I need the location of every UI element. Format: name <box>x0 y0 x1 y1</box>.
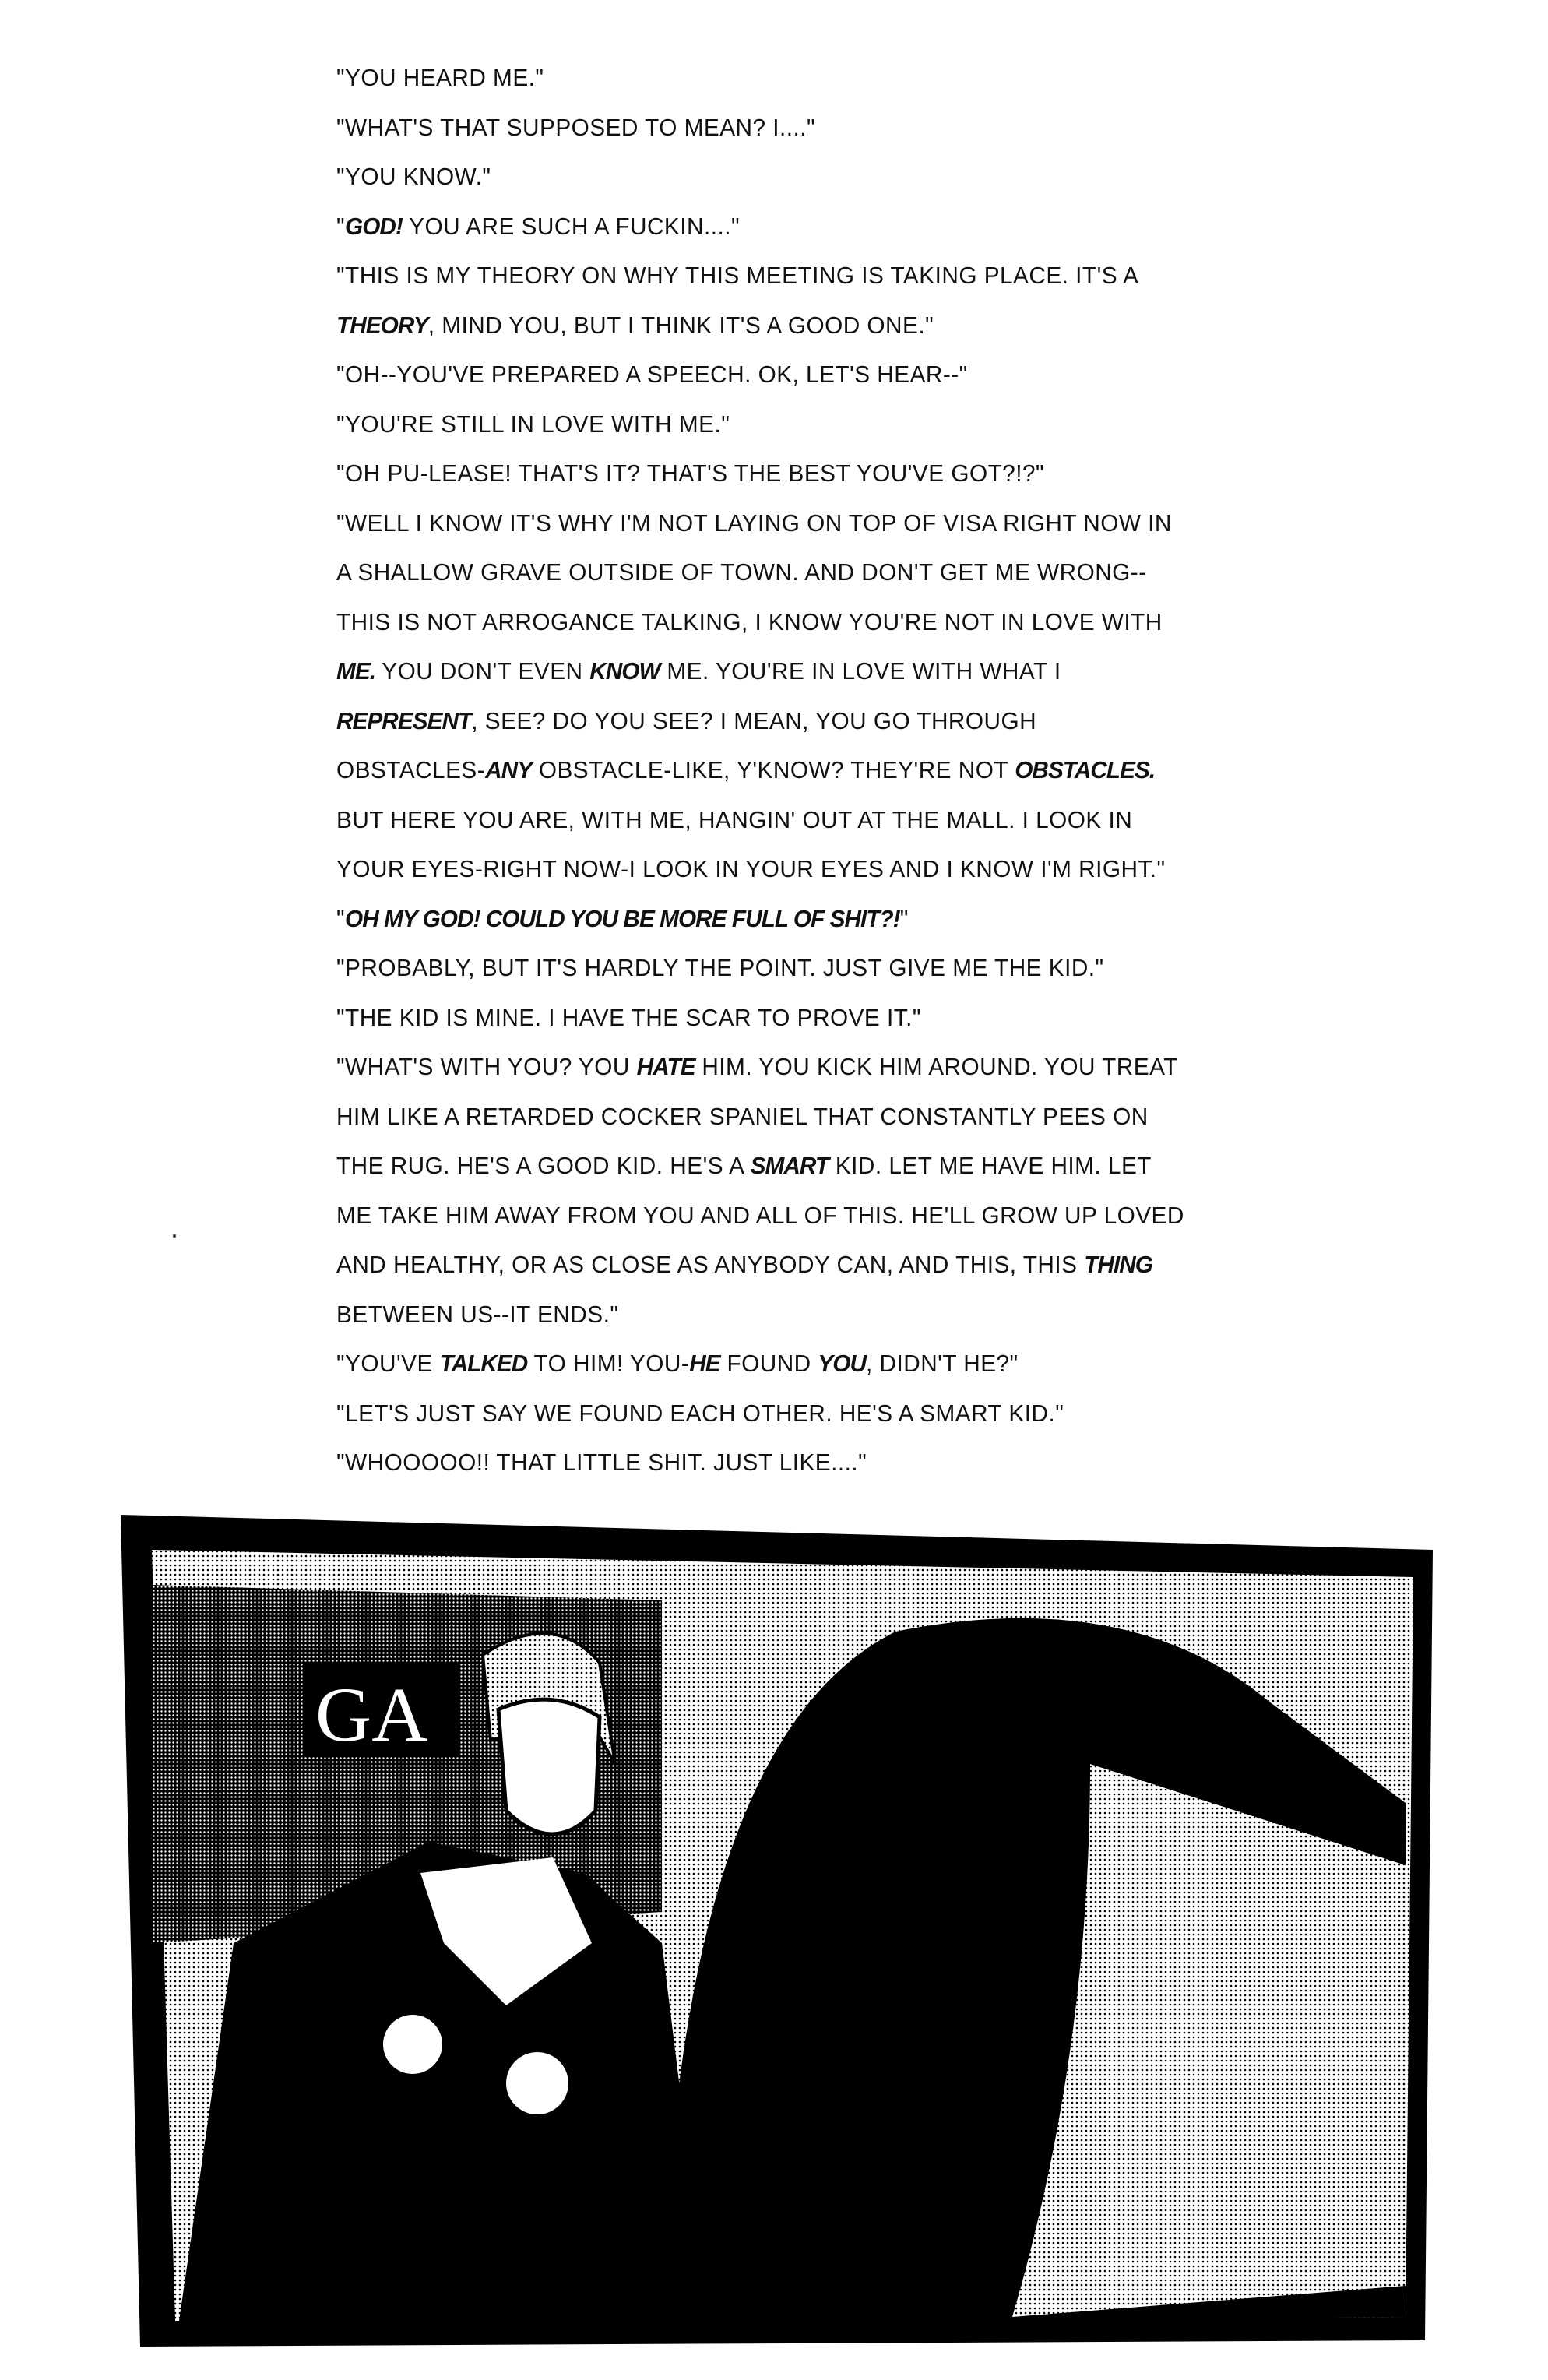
dialogue-text-segment: "WHAT'S WITH YOU? YOU <box>336 1053 637 1080</box>
dialogue-line <box>336 207 1338 257</box>
emphasized-text: OH MY GOD! COULD YOU BE MORE FULL OF SHIT?! <box>345 904 900 932</box>
emphasized-text: HE <box>689 1350 720 1377</box>
emphasized-text: THEORY <box>336 311 428 339</box>
emphasized-text: SMART <box>750 1152 829 1179</box>
dialogue-text <box>336 58 1380 1493</box>
dialogue-text-segment: ME. YOU'RE IN LOVE WITH WHAT I <box>660 657 1061 685</box>
dialogue-line <box>336 1196 1338 1246</box>
dialogue-text-segment: HIM. YOU KICK HIM AROUND. YOU TREAT <box>695 1053 1178 1080</box>
dialogue-line <box>336 1443 1338 1493</box>
dialogue-text-segment: YOU ARE SUCH A FUCKIN...." <box>402 212 741 240</box>
dialogue-text-segment: "YOU HEARD ME." <box>336 64 544 91</box>
emphasized-text: HATE <box>636 1053 695 1080</box>
dialogue-text-segment: "THIS IS MY THEORY ON WHY THIS MEETING IS TAKING PLACE. IT'S A <box>336 262 1139 289</box>
dialogue-text-segment: THIS IS NOT ARROGANCE TALKING, I KNOW YOU'RE NOT IN LOVE WITH <box>336 607 1163 635</box>
dialogue-line <box>336 58 1338 108</box>
dialogue-line <box>336 108 1338 158</box>
dialogue-line <box>336 900 1338 949</box>
dialogue-line <box>336 504 1338 554</box>
dialogue-text-segment: "OH--YOU'VE PREPARED A SPEECH. OK, LET'S HEAR--" <box>336 361 968 388</box>
dialogue-line <box>336 157 1338 207</box>
emphasized-text: ANY <box>485 756 533 783</box>
emphasized-text: KNOW <box>589 657 660 685</box>
dialogue-line <box>336 355 1338 405</box>
emphasized-text: OBSTACLES. <box>1015 756 1156 783</box>
dialogue-line <box>336 702 1338 752</box>
dialogue-text-segment: KID. LET ME HAVE HIM. LET <box>829 1152 1152 1179</box>
dialogue-text-segment: "YOU KNOW." <box>336 163 491 190</box>
emphasized-text: THING <box>1084 1251 1152 1278</box>
dialogue-text-segment: , SEE? DO YOU SEE? I MEAN, YOU GO THROUGH <box>471 706 1037 734</box>
dialogue-text-segment: " <box>899 904 909 932</box>
dialogue-text-segment: A SHALLOW GRAVE OUTSIDE OF TOWN. AND DON'T GET ME WRONG-- <box>336 558 1147 586</box>
dialogue-text-segment: "WHOOOOO!! THAT LITTLE SHIT. JUST LIKE...." <box>336 1449 867 1476</box>
dialogue-line <box>336 553 1338 603</box>
dialogue-text-segment: YOU DON'T EVEN <box>375 657 590 685</box>
emphasized-text: TALKED <box>439 1350 528 1377</box>
dialogue-text-segment: "THE KID IS MINE. I HAVE THE SCAR TO PROVE IT." <box>336 1003 921 1031</box>
dialogue-text-segment: BUT HERE YOU ARE, WITH ME, HANGIN' OUT AT THE MALL. I LOOK IN <box>336 805 1133 833</box>
dialogue-text-segment: "LET'S JUST SAY WE FOUND EACH OTHER. HE'S A SMART KID." <box>336 1399 1064 1427</box>
dialogue-text-segment: AND HEALTHY, OR AS CLOSE AS ANYBODY CAN, AND THIS, THIS <box>336 1251 1085 1278</box>
dialogue-text-segment: , DIDN'T HE?" <box>866 1350 1019 1377</box>
dialogue-text-segment: "OH PU-LEASE! THAT'S IT? THAT'S THE BEST YOU'VE GOT?!?" <box>336 459 1045 487</box>
dialogue-line <box>336 603 1338 653</box>
comic-panel <box>117 1507 1433 2348</box>
dialogue-text-segment: FOUND <box>719 1350 818 1377</box>
dialogue-text-segment: OBSTACLE-LIKE, Y'KNOW? THEY'RE NOT <box>532 756 1015 783</box>
woman-face <box>498 1699 600 1834</box>
dialogue-line <box>336 949 1338 998</box>
dialogue-text-segment: TO HIM! YOU- <box>527 1350 690 1377</box>
dialogue-text-segment: , MIND YOU, BUT I THINK IT'S A GOOD ONE." <box>427 311 934 339</box>
woman-fist-right <box>506 2052 568 2114</box>
emphasized-text: YOU <box>818 1350 867 1377</box>
emphasized-text: REPRESENT <box>336 706 472 734</box>
dialogue-text-segment: "YOU'VE <box>336 1350 440 1377</box>
dialogue-line <box>336 1344 1338 1394</box>
dialogue-text-segment: "YOU'RE STILL IN LOVE WITH ME." <box>336 410 730 438</box>
dialogue-text-segment: "WHAT'S THAT SUPPOSED TO MEAN? I...." <box>336 113 816 141</box>
dialogue-line <box>336 1047 1338 1097</box>
emphasized-text: GOD! <box>345 212 403 240</box>
dialogue-line <box>336 1097 1338 1147</box>
dialogue-line <box>336 1394 1338 1444</box>
dialogue-line <box>336 652 1338 702</box>
dialogue-line <box>336 801 1338 850</box>
dialogue-text-segment: ME TAKE HIM AWAY FROM YOU AND ALL OF THIS. HE'LL GROW UP LOVED <box>336 1201 1184 1229</box>
dialogue-line <box>336 454 1338 504</box>
dialogue-line <box>336 1245 1338 1295</box>
dialogue-text-segment: YOUR EYES-RIGHT NOW-I LOOK IN YOUR EYES AND I KNOW I'M RIGHT." <box>336 855 1166 882</box>
dialogue-line <box>336 405 1338 455</box>
dialogue-line <box>336 850 1338 900</box>
dialogue-line <box>336 256 1338 306</box>
dialogue-text-segment: " <box>336 212 346 240</box>
store-sign-text: GA <box>315 1671 428 1758</box>
dialogue-line <box>336 1146 1338 1196</box>
dialogue-line <box>336 751 1338 801</box>
emphasized-text: ME. <box>336 657 376 685</box>
dialogue-text-segment: OBSTACLES- <box>336 756 486 783</box>
stray-mark <box>173 1234 176 1238</box>
dialogue-text-segment: HIM LIKE A RETARDED COCKER SPANIEL THAT CONSTANTLY PEES ON <box>336 1102 1149 1130</box>
dialogue-text-segment: BETWEEN US--IT ENDS." <box>336 1300 619 1328</box>
dialogue-text-segment: "WELL I KNOW IT'S WHY I'M NOT LAYING ON TOP OF VISA RIGHT NOW IN <box>336 509 1172 537</box>
dialogue-line <box>336 998 1338 1048</box>
dialogue-line <box>336 1295 1338 1345</box>
dialogue-text-segment: THE RUG. HE'S A GOOD KID. HE'S A <box>336 1152 751 1179</box>
dialogue-text-segment: "PROBABLY, BUT IT'S HARDLY THE POINT. JUST GIVE ME THE KID." <box>336 954 1104 981</box>
woman-fist-left <box>383 2015 442 2074</box>
dialogue-line <box>336 306 1338 356</box>
dialogue-text-segment: " <box>336 904 346 932</box>
